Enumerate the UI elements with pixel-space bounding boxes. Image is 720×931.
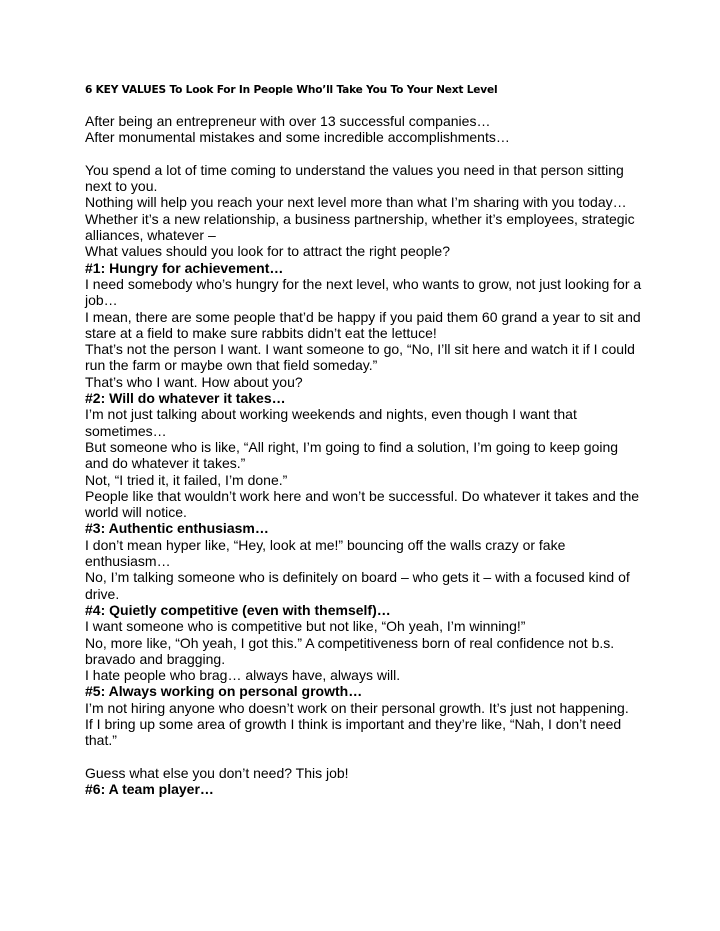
paragraph: I hate people who brag… always have, always will. bbox=[85, 667, 401, 684]
paragraph: That’s who I want. How about you? bbox=[85, 373, 303, 390]
paragraph: You spend a lot of time coming to understand the values you need in that person sitting next to you. bbox=[85, 161, 624, 195]
paragraph: But someone who is like, “All right, I’m going to find a solution, I’m going to keep going and do whatever it takes.” bbox=[85, 438, 619, 472]
paragraph: Guess what else you don’t need? This job! bbox=[85, 764, 349, 781]
paragraph: If I bring up some area of growth I think is important and they’re like, “Nah, I don’t need that.” bbox=[85, 715, 622, 749]
paragraph-spacer bbox=[85, 146, 645, 162]
section-heading: #6: A team player… bbox=[85, 781, 214, 798]
paragraph: No, I’m talking someone who is definitely on board – who gets it – with a focused kind of drive. bbox=[85, 569, 630, 602]
paragraph: What values should you look for to attract the right people? bbox=[85, 243, 450, 260]
paragraph: After monumental mistakes and some incredible accomplishments… bbox=[85, 129, 510, 146]
paragraph: Nothing will help you reach your next level more than what I’m sharing with you today… bbox=[85, 194, 627, 211]
paragraph: No, more like, “Oh yeah, I got this.” A competitiveness born of real confidence not b.s. bravado and bragging. bbox=[85, 634, 615, 667]
paragraph: People like that wouldn’t work here and won’t be successful. Do whatever it takes and the world will notice. bbox=[85, 487, 640, 521]
paragraph: I’m not hiring anyone who doesn’t work on their personal growth. It’s just not happening. bbox=[85, 699, 629, 716]
paragraph: Whether it’s a new relationship, a business partnership, whether it’s employees, strategic alliances, whatever – bbox=[85, 210, 635, 244]
paragraph: After being an entrepreneur with over 13 successful companies… bbox=[85, 113, 491, 129]
section-heading: #4: Quietly competitive (even with themself)… bbox=[85, 601, 391, 618]
document-body bbox=[85, 113, 645, 797]
paragraph: Not, “I tried it, it failed, I’m done.” bbox=[85, 471, 288, 488]
paragraph: That’s not the person I want. I want someone to go, “No, I’ll sit here and watch it if I could run the farm or maybe own that field someday.” bbox=[85, 341, 635, 374]
paragraph-spacer bbox=[85, 749, 645, 765]
section-heading: #1: Hungry for achievement… bbox=[85, 259, 284, 276]
paragraph: I’m not just talking about working weekends and nights, even though I want that sometimes… bbox=[85, 406, 577, 439]
document-title: 6 KEY VALUES To Look For In People Who’ll Take You To Your Next Level bbox=[85, 84, 498, 96]
section-heading: #3: Authentic enthusiasm… bbox=[85, 520, 269, 537]
paragraph: I want someone who is competitive but not like, “Oh yeah, I’m winning!” bbox=[85, 618, 526, 635]
section-heading: #5: Always working on personal growth… bbox=[85, 683, 363, 700]
paragraph: I need somebody who’s hungry for the next level, who wants to grow, not just looking for a job… bbox=[85, 275, 642, 309]
paragraph: I don’t mean hyper like, “Hey, look at me!” bouncing off the walls crazy or fake enthusiasm… bbox=[85, 536, 566, 570]
paragraph: I mean, there are some people that’d be happy if you paid them 60 grand a year to sit and stare at a field to make sure rabbits didn’t eat the lettuce! bbox=[85, 308, 641, 341]
section-heading: #2: Will do whatever it takes… bbox=[85, 390, 286, 407]
